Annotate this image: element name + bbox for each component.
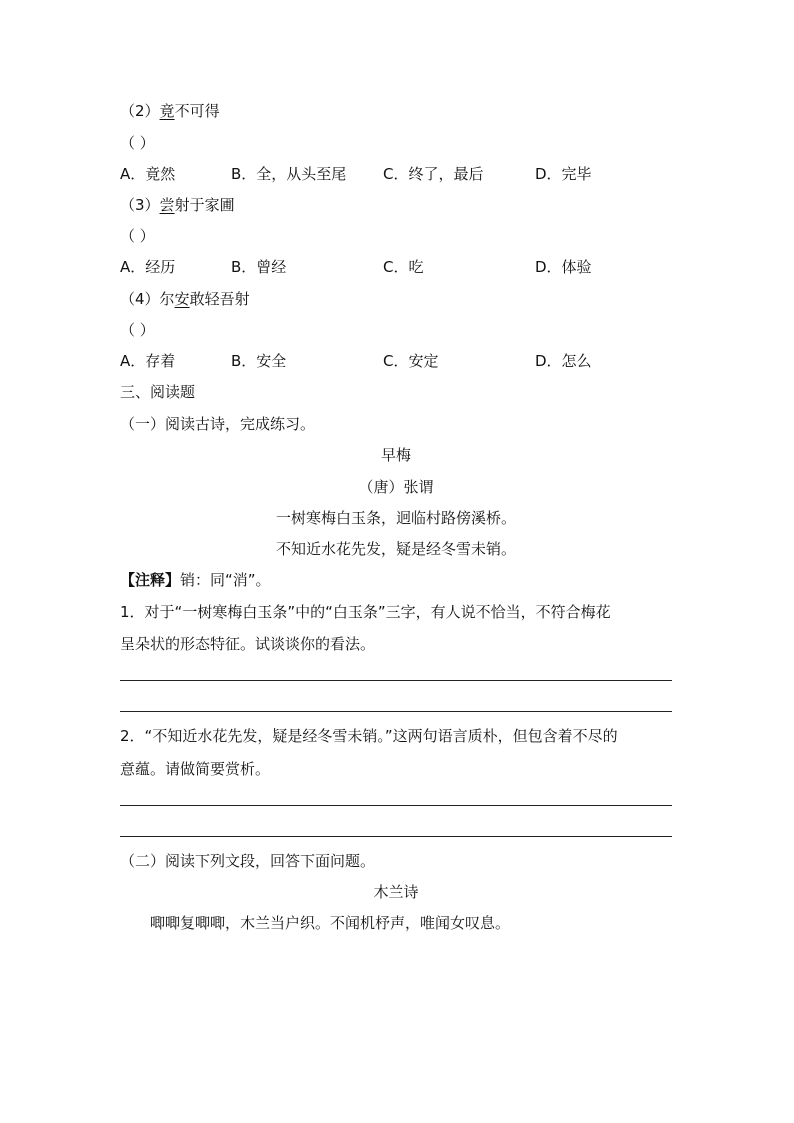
poem-line-1: 一树寒梅白玉条，迥临村路傍溪桥。 xyxy=(275,509,516,527)
question-3-option-b[interactable]: B．曾经 xyxy=(231,258,287,276)
question-2-option-a[interactable]: A．竟然 xyxy=(120,165,176,183)
passage-line-1: 唧唧复唧唧，木兰当户织。不闻机杼声，唯闻女叹息。 xyxy=(150,914,511,932)
question-4-stem xyxy=(120,289,250,309)
reading-question-1-line-1: 1．对于“一树寒梅白玉条”中的“白玉条”三字，有人说不恰当，不符合梅花 xyxy=(120,603,611,621)
section-3-heading: 三、阅读题 xyxy=(120,383,196,401)
question-4-target-word: 安 xyxy=(174,290,190,308)
answer-line-q1-1[interactable] xyxy=(120,680,672,681)
poem-note xyxy=(120,570,271,590)
question-4-answer-paren[interactable]: （ ） xyxy=(120,321,155,339)
answer-line-q2-1[interactable] xyxy=(120,805,672,806)
question-2-rest: 不可得 xyxy=(174,102,220,120)
question-4-option-c[interactable]: C．安定 xyxy=(383,352,439,370)
question-2-option-c[interactable]: C．终了，最后 xyxy=(383,165,484,183)
question-3-prefix: （3） xyxy=(120,196,160,214)
poem-title: 早梅 xyxy=(380,446,411,464)
question-2-option-d[interactable]: D．完毕 xyxy=(535,165,592,183)
reading-question-1-line-2: 呈朵状的形态特征。试谈谈你的看法。 xyxy=(120,635,376,653)
part-2-intro: （二）阅读下列文段，回答下面问题。 xyxy=(120,852,376,870)
poem-author: （唐）张谓 xyxy=(358,478,434,496)
question-3-option-d[interactable]: D．体验 xyxy=(535,258,592,276)
question-4-option-a[interactable]: A．存着 xyxy=(120,352,176,370)
passage-title: 木兰诗 xyxy=(373,883,419,901)
question-2-prefix: （2） xyxy=(120,102,160,120)
reading-question-2-line-1: 2．“不知近水花先发，疑是经冬雪未销。”这两句语言质朴，但包含着不尽的 xyxy=(120,727,618,745)
question-2-stem xyxy=(120,101,220,121)
note-label: 【注释】 xyxy=(120,571,181,589)
question-3-rest: 射于家圃 xyxy=(174,196,235,214)
question-4-rest: 敢轻吾射 xyxy=(189,290,250,308)
part-1-intro: （一）阅读古诗，完成练习。 xyxy=(120,415,316,433)
question-4-prefix: （4）尔 xyxy=(120,290,175,308)
reading-question-2-line-2: 意蕴。请做简要赏析。 xyxy=(120,760,271,778)
answer-line-q1-2[interactable] xyxy=(120,711,672,712)
question-2-option-b[interactable]: B．全，从头至尾 xyxy=(231,165,347,183)
question-3-target-word: 尝 xyxy=(159,196,175,214)
note-text: 销：同“消”。 xyxy=(180,571,271,589)
question-3-option-a[interactable]: A．经历 xyxy=(120,258,176,276)
question-3-option-c[interactable]: C．吃 xyxy=(383,258,424,276)
question-4-option-d[interactable]: D．怎么 xyxy=(535,352,592,370)
question-2-target-word: 竟 xyxy=(159,102,175,120)
question-3-answer-paren[interactable]: （ ） xyxy=(120,227,155,245)
question-3-stem xyxy=(120,195,235,215)
answer-line-q2-2[interactable] xyxy=(120,836,672,837)
question-4-option-b[interactable]: B．安全 xyxy=(231,352,287,370)
poem-line-2: 不知近水花先发，疑是经冬雪未销。 xyxy=(275,540,516,558)
question-2-answer-paren[interactable]: （ ） xyxy=(120,134,155,152)
